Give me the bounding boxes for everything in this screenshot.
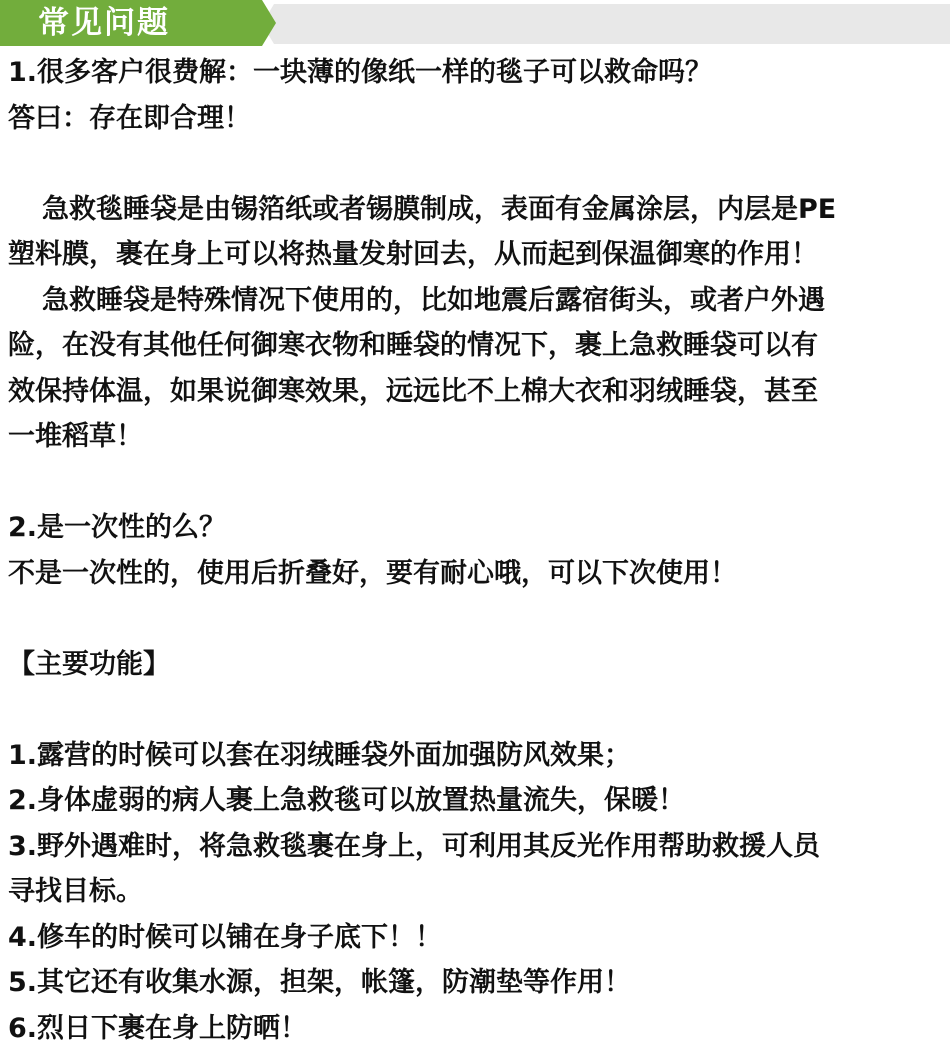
text-line: 答曰：存在即合理！ <box>8 102 251 134</box>
blank-line <box>8 687 948 733</box>
text-line: 急救睡袋是特殊情况下使用的，比如地震后露宿街头，或者户外遇 <box>42 284 825 316</box>
text-line: 急救毯睡袋是由锡箔纸或者锡膜制成，表面有金属涂层，内层是PE <box>42 193 837 225</box>
text-line: 一堆稻草！ <box>8 421 143 452</box>
text-line: 1.很多客户很费解：一块薄的像纸一样的毯子可以救命吗？ <box>8 57 713 88</box>
text-line: 【主要功能】 <box>8 648 170 680</box>
text-line: 塑料膜，裹在身上可以将热量发射回去，从而起到保温御寒的作用！ <box>8 239 818 270</box>
header-banner-background <box>262 4 950 44</box>
faq-content <box>8 50 948 1051</box>
blank-line <box>8 141 948 187</box>
text-line: 5.其它还有收集水源，担架，帐篷，防潮垫等作用！ <box>8 967 632 998</box>
text-line: 2.是一次性的么？ <box>8 512 227 543</box>
section-title: 常见问题 <box>38 5 170 41</box>
text-line: 4.修车的时候可以铺在身子底下！！ <box>8 921 443 953</box>
blank-line <box>8 460 948 506</box>
text-line: 2.身体虚弱的病人裹上急救毯可以放置热量流失，保暖！ <box>8 785 686 816</box>
text-line: 效保持体温，如果说御寒效果，远远比不上棉大衣和羽绒睡袋，甚至 <box>8 375 818 407</box>
text-line: 寻找目标。 <box>8 876 143 907</box>
text-line: 6.烈日下裹在身上防晒！ <box>8 1012 308 1044</box>
text-line: 3.野外遇难时，将急救毯裹在身上，可利用其反光作用帮助救援人员 <box>8 830 821 862</box>
text-line: 1.露营的时候可以套在羽绒睡袋外面加强防风效果； <box>8 739 632 771</box>
blank-line <box>8 596 948 642</box>
text-line: 不是一次性的，使用后折叠好，要有耐心哦，可以下次使用！ <box>8 557 737 589</box>
text-line: 险，在没有其他任何御寒衣物和睡袋的情况下，裹上急救睡袋可以有 <box>8 330 818 361</box>
